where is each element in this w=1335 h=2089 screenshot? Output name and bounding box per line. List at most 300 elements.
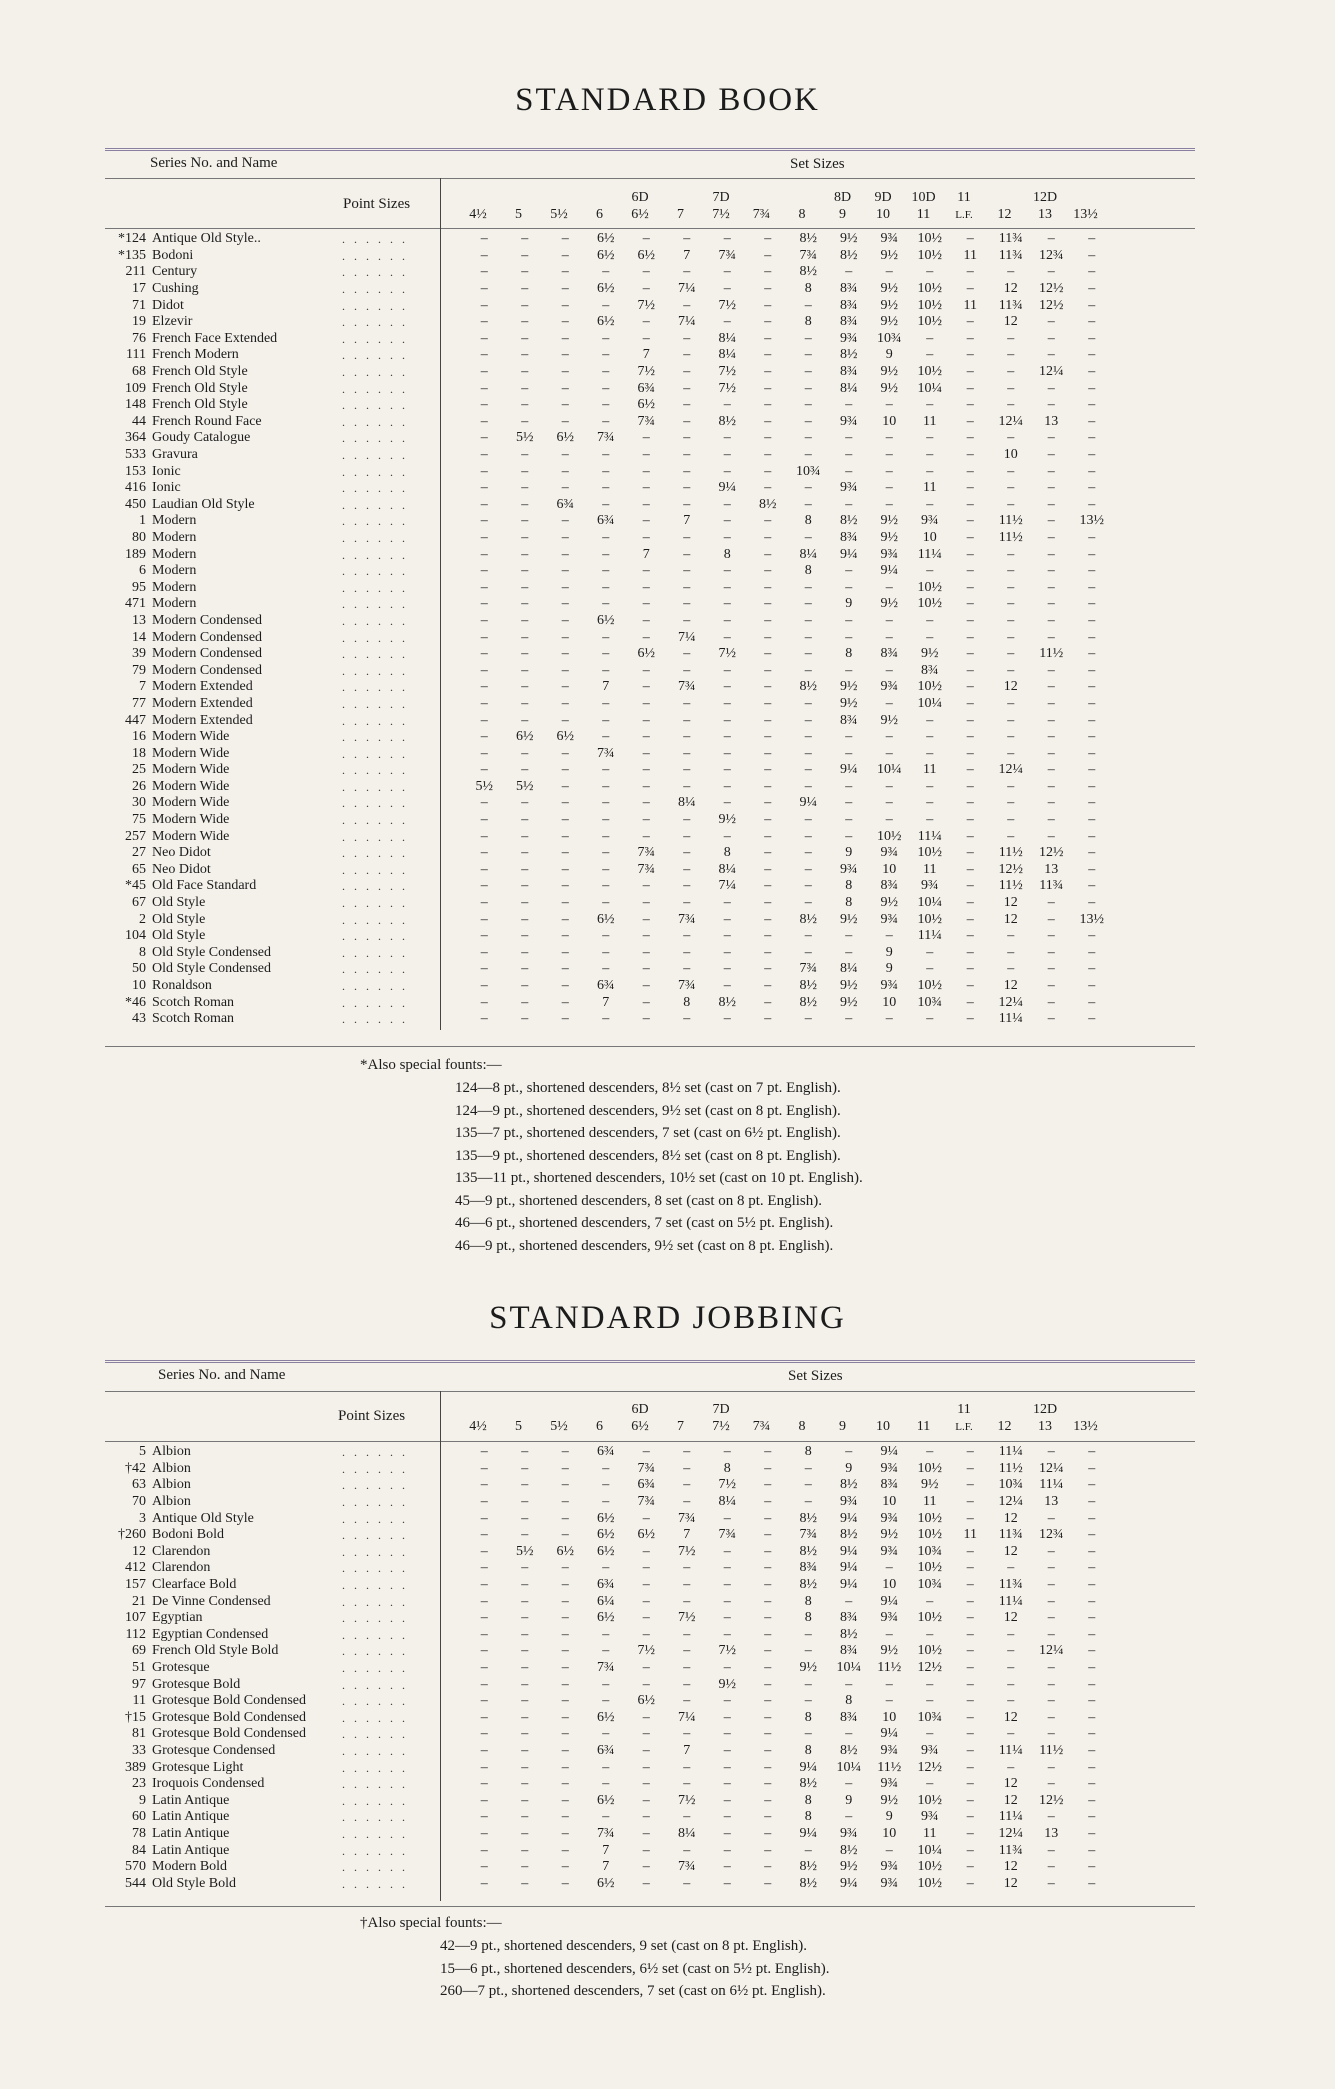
table-row <box>100 762 1112 779</box>
set-size-cell: – <box>683 1444 691 1460</box>
set-size-cell: – <box>1088 1693 1096 1709</box>
set-size-cell: – <box>1007 795 1015 811</box>
set-size-cell: – <box>885 928 893 944</box>
series-number: 416 <box>125 480 146 496</box>
set-size-cell: 9¾ <box>880 679 898 695</box>
set-size-cell: 7¾ <box>678 978 696 994</box>
set-size-cell: 8½ <box>840 1477 858 1493</box>
set-size-cell: – <box>1007 463 1015 479</box>
set-size-cell: – <box>602 1626 610 1642</box>
set-size-cell: 8½ <box>840 1742 858 1758</box>
leader-dots: . . . . . . <box>342 481 408 496</box>
table-row <box>100 480 1112 497</box>
set-size-cell: 7¾ <box>597 430 615 446</box>
set-size-cell: – <box>966 1011 974 1027</box>
set-size-cell: 10½ <box>917 1560 942 1576</box>
set-size-cell: 8 <box>845 878 853 894</box>
set-size-cell: – <box>642 1776 650 1792</box>
set-size-cell: – <box>804 612 812 628</box>
table-row <box>100 1444 1112 1461</box>
set-size-cell: – <box>521 1792 529 1808</box>
set-size-cell: – <box>764 662 772 678</box>
set-size-cell: – <box>1088 1676 1096 1692</box>
set-size-cell: – <box>804 928 812 944</box>
set-size-cell: 7¾ <box>799 1527 817 1543</box>
set-size-cell: 9½ <box>880 380 898 396</box>
set-size-cell: – <box>1007 1676 1015 1692</box>
set-size-cell: – <box>602 1494 610 1510</box>
set-size-cell: – <box>642 629 650 645</box>
set-size-cell: – <box>764 1593 772 1609</box>
set-size-cell: – <box>926 1776 934 1792</box>
set-size-cell: – <box>966 1577 974 1593</box>
set-size-cell: – <box>1047 231 1055 247</box>
set-size-cell: – <box>683 1593 691 1609</box>
set-size-cell: – <box>561 828 569 844</box>
set-size-cell: 12½ <box>1039 1792 1064 1808</box>
set-size-cell: – <box>804 364 812 380</box>
set-size-cell: – <box>683 579 691 595</box>
set-size-cell: – <box>845 579 853 595</box>
set-size-cell: – <box>480 828 488 844</box>
set-size-cell: – <box>602 330 610 346</box>
set-size-cell: – <box>1088 1825 1096 1841</box>
set-size-cell: – <box>966 646 974 662</box>
set-size-cell: – <box>723 612 731 628</box>
set-size-cell: – <box>885 795 893 811</box>
book-point-sizes-header: Point Sizes <box>343 196 411 212</box>
leader-dots: . . . . . . <box>342 1843 408 1858</box>
set-size-cell: – <box>480 380 488 396</box>
set-size-cell: – <box>885 729 893 745</box>
set-size-cell: – <box>1047 978 1055 994</box>
set-size-cell: – <box>521 1460 529 1476</box>
series-name: Latin Antique <box>152 1825 230 1841</box>
set-size-cell: – <box>521 1709 529 1725</box>
set-size-cell: – <box>642 712 650 728</box>
set-size-cell: 8¾ <box>840 364 858 380</box>
set-size-cell: – <box>480 563 488 579</box>
series-name: Modern Extended <box>152 679 253 695</box>
set-size-cell: – <box>764 695 772 711</box>
set-size-cell: – <box>683 1809 691 1825</box>
set-size-cell: – <box>966 264 974 280</box>
set-size-cell: 10¼ <box>836 1660 861 1676</box>
set-size-cell: 12¾ <box>1039 247 1064 263</box>
set-size-cell: – <box>966 662 974 678</box>
set-size-cell: – <box>521 1875 529 1891</box>
series-name: Scotch Roman <box>152 1011 235 1027</box>
leader-dots: . . . . . . <box>342 282 408 297</box>
set-size-cell: 9¾ <box>880 1460 898 1476</box>
series-number: 67 <box>132 895 146 911</box>
set-size-cell: 8½ <box>799 994 817 1010</box>
table-row <box>100 297 1112 314</box>
set-size-cell: – <box>683 447 691 463</box>
column-header-bottom: L.F. <box>955 209 973 221</box>
set-size-cell: – <box>602 828 610 844</box>
series-number: 44 <box>132 413 146 429</box>
series-number: 471 <box>125 596 146 612</box>
set-size-cell: – <box>602 264 610 280</box>
set-size-cell: – <box>1047 1510 1055 1526</box>
set-size-cell: 9½ <box>718 1676 736 1692</box>
set-size-cell: – <box>764 778 772 794</box>
series-number: *135 <box>118 247 146 263</box>
book-table <box>100 231 1112 1028</box>
set-size-cell: 8¼ <box>840 961 858 977</box>
set-size-cell: – <box>683 762 691 778</box>
series-number: 33 <box>132 1742 146 1758</box>
set-size-cell: – <box>521 812 529 828</box>
set-size-cell: – <box>1047 662 1055 678</box>
set-size-cell: – <box>642 1560 650 1576</box>
set-size-cell: 8 <box>845 1693 853 1709</box>
set-size-cell: – <box>602 1809 610 1825</box>
set-size-cell: – <box>642 994 650 1010</box>
series-number: 60 <box>132 1809 146 1825</box>
set-size-cell: – <box>480 629 488 645</box>
set-size-cell: – <box>804 861 812 877</box>
set-size-cell: 10½ <box>917 1859 942 1875</box>
set-size-cell: – <box>561 397 569 413</box>
set-size-cell: – <box>1088 878 1096 894</box>
set-size-cell: 7¾ <box>637 845 655 861</box>
set-size-cell: – <box>966 1859 974 1875</box>
set-size-cell: – <box>885 1676 893 1692</box>
set-size-cell: 6¾ <box>597 1742 615 1758</box>
set-size-cell: – <box>1088 347 1096 363</box>
set-size-cell: – <box>1047 596 1055 612</box>
set-size-cell: – <box>1007 944 1015 960</box>
set-size-cell: – <box>966 1460 974 1476</box>
set-size-cell: – <box>1007 330 1015 346</box>
special-fount-note: 46—6 pt., shortened descenders, 7 set (cast on 5½ pt. English). <box>455 1215 834 1231</box>
set-size-cell: – <box>764 596 772 612</box>
set-size-cell: – <box>561 1626 569 1642</box>
table-row <box>100 397 1112 414</box>
series-name: Old Face Standard <box>152 878 257 894</box>
set-size-cell: – <box>1088 596 1096 612</box>
set-size-cell: – <box>480 1577 488 1593</box>
series-name: Old Style <box>152 928 206 944</box>
series-name: Laudian Old Style <box>152 496 255 512</box>
jobbing-series-header: Series No. and Name <box>158 1367 286 1383</box>
set-size-cell: – <box>1088 1842 1096 1858</box>
table-row <box>100 779 1112 796</box>
set-size-cell: 12¼ <box>998 762 1023 778</box>
set-size-cell: – <box>1047 579 1055 595</box>
set-size-cell: – <box>683 1011 691 1027</box>
set-size-cell: – <box>966 1494 974 1510</box>
series-name: Modern Condensed <box>152 629 263 645</box>
set-size-cell: 9 <box>885 961 893 977</box>
set-size-cell: – <box>966 895 974 911</box>
series-name: Modern Bold <box>152 1859 228 1875</box>
set-size-cell: – <box>1088 264 1096 280</box>
set-size-cell: – <box>602 878 610 894</box>
set-size-cell: – <box>521 563 529 579</box>
set-size-cell: – <box>683 480 691 496</box>
set-size-cell: – <box>723 679 731 695</box>
set-size-cell: 7 <box>642 546 650 562</box>
jobbing-bottom-rule <box>105 1906 1195 1907</box>
set-size-cell: – <box>966 513 974 529</box>
set-size-cell: – <box>683 330 691 346</box>
set-size-cell: – <box>764 911 772 927</box>
set-size-cell: 9 <box>845 1792 853 1808</box>
set-size-cell: – <box>683 463 691 479</box>
series-number: 50 <box>132 961 146 977</box>
set-size-cell: – <box>804 529 812 545</box>
series-number: 153 <box>125 463 146 479</box>
set-size-cell: 9 <box>845 845 853 861</box>
set-size-cell: 10½ <box>917 364 942 380</box>
series-name: French Old Style <box>152 364 248 380</box>
set-size-cell: – <box>723 978 731 994</box>
set-size-cell: – <box>683 546 691 562</box>
set-size-cell: – <box>1088 695 1096 711</box>
set-size-cell: – <box>1007 496 1015 512</box>
set-size-cell: – <box>480 546 488 562</box>
set-size-cell: – <box>804 895 812 911</box>
column-header-bottom: 5 <box>515 1419 522 1434</box>
set-size-cell: – <box>521 463 529 479</box>
leader-dots: . . . . . . <box>342 248 408 263</box>
set-size-cell: – <box>804 496 812 512</box>
series-name: French Old Style <box>152 397 248 413</box>
set-size-cell: 10 <box>882 994 897 1010</box>
set-size-cell: 11¾ <box>998 297 1023 313</box>
column-header-bottom: 5½ <box>550 207 568 222</box>
set-size-cell: – <box>480 596 488 612</box>
set-size-cell: – <box>966 1543 974 1559</box>
set-size-cell: – <box>480 413 488 429</box>
set-size-cell: 9¾ <box>840 1825 858 1841</box>
series-number: 84 <box>132 1842 146 1858</box>
series-name: Albion <box>152 1444 191 1460</box>
set-size-cell: – <box>723 1626 731 1642</box>
set-size-cell: 6½ <box>597 612 615 628</box>
series-number: 77 <box>132 695 146 711</box>
set-size-cell: – <box>885 612 893 628</box>
set-size-cell: – <box>723 447 731 463</box>
set-size-cell: – <box>480 928 488 944</box>
series-number: *124 <box>118 231 146 247</box>
set-size-cell: – <box>723 397 731 413</box>
set-size-cell: – <box>642 928 650 944</box>
set-size-cell: – <box>764 1527 772 1543</box>
set-size-cell: – <box>966 529 974 545</box>
set-size-cell: – <box>521 911 529 927</box>
set-size-cell: – <box>1047 895 1055 911</box>
set-size-cell: – <box>521 662 529 678</box>
set-size-cell: 7¾ <box>718 247 736 263</box>
set-size-cell: – <box>521 845 529 861</box>
leader-dots: . . . . . . <box>342 995 408 1010</box>
set-size-cell: 10¾ <box>917 1709 942 1725</box>
set-size-cell: 12¼ <box>998 413 1023 429</box>
set-size-cell: – <box>764 795 772 811</box>
set-size-cell: – <box>966 480 974 496</box>
set-size-cell: – <box>966 928 974 944</box>
set-size-cell: – <box>1088 1560 1096 1576</box>
set-size-cell: 6½ <box>597 1709 615 1725</box>
jobbing-notes <box>440 1935 830 2003</box>
series-number: 14 <box>132 629 146 645</box>
leader-dots: . . . . . . <box>342 1611 408 1626</box>
column-header-bottom: 6 <box>596 1419 603 1434</box>
leader-dots: . . . . . . <box>342 464 408 479</box>
set-size-cell: 9½ <box>880 281 898 297</box>
set-size-cell: 9¾ <box>921 1809 939 1825</box>
set-size-cell: – <box>966 729 974 745</box>
column-header-bottom: 13½ <box>1073 207 1098 222</box>
set-size-cell: – <box>966 695 974 711</box>
set-size-cell: 7½ <box>718 1643 736 1659</box>
set-size-cell: – <box>1088 795 1096 811</box>
table-row <box>100 862 1112 879</box>
set-size-cell: – <box>764 861 772 877</box>
series-name: Old Style <box>152 911 206 927</box>
table-row <box>100 497 1112 514</box>
set-size-cell: – <box>1047 1444 1055 1460</box>
set-size-cell: – <box>764 1709 772 1725</box>
set-size-cell: – <box>561 314 569 330</box>
set-size-cell: – <box>521 1676 529 1692</box>
book-header-rule <box>105 178 1195 179</box>
set-size-cell: 10 <box>1003 447 1018 463</box>
set-size-cell: – <box>480 1510 488 1526</box>
set-size-cell: 10¼ <box>917 895 942 911</box>
set-size-cell: 6½ <box>597 1610 615 1626</box>
set-size-cell: – <box>845 1726 853 1742</box>
table-row <box>100 447 1112 464</box>
set-size-cell: – <box>966 330 974 346</box>
column-header-bottom: 7 <box>677 1419 684 1434</box>
set-size-cell: – <box>926 563 934 579</box>
set-size-cell: 8 <box>845 646 853 662</box>
set-size-cell: – <box>683 1693 691 1709</box>
table-row <box>100 911 1112 928</box>
leader-dots: . . . . . . <box>342 696 408 711</box>
set-size-cell: – <box>683 845 691 861</box>
set-size-cell: – <box>1047 546 1055 562</box>
set-size-cell: – <box>642 878 650 894</box>
leader-dots: . . . . . . <box>342 1694 408 1709</box>
series-name: Modern Wide <box>152 812 230 828</box>
set-size-cell: – <box>561 231 569 247</box>
set-size-cell: 7½ <box>637 297 655 313</box>
set-size-cell: – <box>602 662 610 678</box>
set-size-cell: 8 <box>804 1593 812 1609</box>
set-size-cell: – <box>723 1709 731 1725</box>
set-size-cell: – <box>1007 579 1015 595</box>
series-name: Grotesque Bold Condensed <box>152 1726 306 1742</box>
set-size-cell: 8½ <box>799 1510 817 1526</box>
table-row <box>100 430 1112 447</box>
set-size-cell: – <box>480 1776 488 1792</box>
set-size-cell: – <box>683 712 691 728</box>
set-size-cell: 8 <box>804 1444 812 1460</box>
set-size-cell: 9¾ <box>840 861 858 877</box>
set-size-cell: – <box>1047 1709 1055 1725</box>
set-size-cell: – <box>926 961 934 977</box>
set-size-cell: – <box>480 994 488 1010</box>
set-size-cell: – <box>966 845 974 861</box>
leader-dots: . . . . . . <box>342 979 408 994</box>
jobbing-columns-rule <box>105 1441 1195 1442</box>
set-size-cell: 10½ <box>917 231 942 247</box>
set-size-cell: – <box>561 978 569 994</box>
series-number: 2 <box>139 911 146 927</box>
set-size-cell: – <box>683 1676 691 1692</box>
set-size-cell: – <box>723 264 731 280</box>
book-notes-lead: *Also special founts:— <box>360 1057 502 1073</box>
set-size-cell: 9½ <box>880 529 898 545</box>
set-size-cell: – <box>764 1444 772 1460</box>
set-size-cell: 8½ <box>799 264 817 280</box>
set-size-cell: – <box>480 1011 488 1027</box>
set-size-cell: – <box>1007 812 1015 828</box>
series-number: 104 <box>125 928 146 944</box>
set-size-cell: – <box>561 1759 569 1775</box>
set-size-cell: 8 <box>723 845 731 861</box>
set-size-cell: – <box>1088 563 1096 579</box>
set-size-cell: – <box>480 447 488 463</box>
table-row <box>100 563 1112 580</box>
set-size-cell: 7¼ <box>718 878 736 894</box>
set-size-cell: – <box>561 895 569 911</box>
set-size-cell: – <box>885 579 893 595</box>
set-size-cell: – <box>561 612 569 628</box>
set-size-cell: – <box>1007 364 1015 380</box>
table-row <box>100 281 1112 298</box>
leader-dots: . . . . . . <box>342 1561 408 1576</box>
set-size-cell: – <box>1088 762 1096 778</box>
set-size-cell: – <box>885 662 893 678</box>
set-size-cell: – <box>683 944 691 960</box>
set-size-cell: – <box>1088 447 1096 463</box>
table-row <box>100 596 1112 613</box>
set-size-cell: 11 <box>923 413 937 429</box>
set-size-cell: – <box>561 679 569 695</box>
table-row <box>100 696 1112 713</box>
set-size-cell: – <box>683 380 691 396</box>
leader-dots: . . . . . . <box>342 398 408 413</box>
set-size-cell: – <box>804 712 812 728</box>
set-size-cell: 9½ <box>880 1643 898 1659</box>
series-number: 13 <box>132 612 146 628</box>
table-row <box>100 994 1112 1011</box>
set-size-cell: 9¾ <box>880 1543 898 1559</box>
series-name: Bodoni <box>152 247 194 263</box>
set-size-cell: 11¾ <box>998 247 1023 263</box>
set-size-cell: – <box>521 579 529 595</box>
set-size-cell: – <box>521 1610 529 1626</box>
set-size-cell: – <box>1047 812 1055 828</box>
series-number: 70 <box>132 1494 146 1510</box>
column-header-bottom: 9 <box>839 207 846 222</box>
set-size-cell: – <box>1007 430 1015 446</box>
set-size-cell: 12 <box>1003 1510 1018 1526</box>
jobbing-title: STANDARD JOBBING <box>489 1300 846 1336</box>
leader-dots: . . . . . . <box>342 431 408 446</box>
set-size-cell: 8½ <box>799 231 817 247</box>
table-row <box>100 745 1112 762</box>
book-top-rule <box>105 148 1195 151</box>
set-size-cell: 9¼ <box>840 762 858 778</box>
